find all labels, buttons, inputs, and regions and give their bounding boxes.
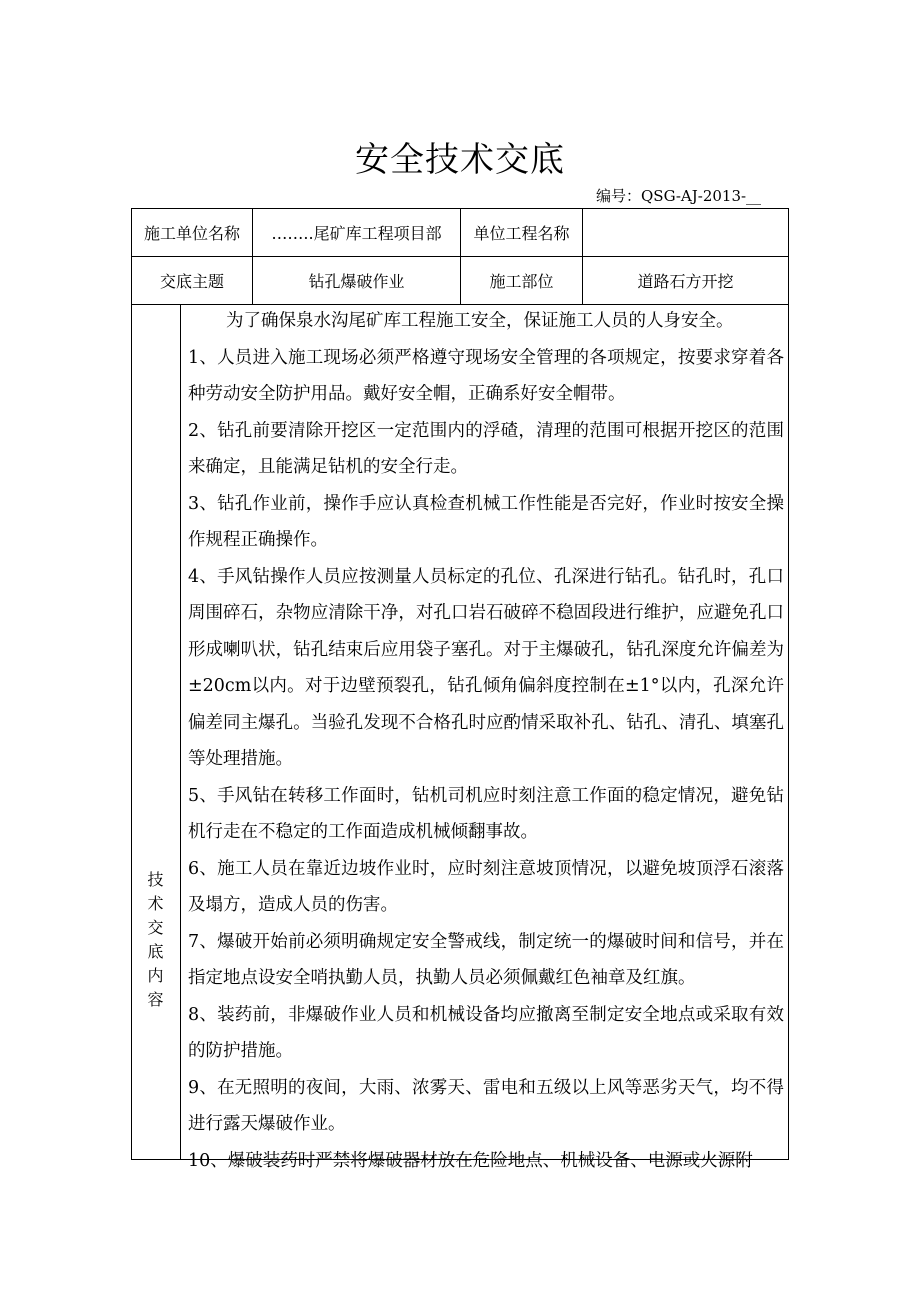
construction-unit-label: 施工单位名称 bbox=[143, 224, 240, 243]
list-item: 5、手风钻在转移工作面时，钻机司机应时刻注意工作面的稳定情况，避免钻机行走在不稳定的工作面造成机械倾翻事故。 bbox=[188, 785, 784, 842]
disclosure-content bbox=[188, 303, 784, 1171]
col-divider-content bbox=[180, 304, 181, 1160]
side-char: 交 bbox=[147, 918, 164, 937]
side-char: 内 bbox=[147, 966, 164, 985]
side-char: 容 bbox=[147, 990, 164, 1009]
disclosure-topic-label: 交底主题 bbox=[159, 272, 224, 291]
construction-location-label: 施工部位 bbox=[489, 272, 554, 291]
side-char: 底 bbox=[147, 942, 164, 961]
table-border-left bbox=[131, 208, 132, 1160]
document-number: 编号：QSG-AJ-2013-__ bbox=[596, 187, 762, 205]
list-item: 4、手风钻操作人员应按测量人员标定的孔位、孔深进行钻孔。钻孔时，孔口周围碎石，杂物应清除干净，对孔口岩石破碎不稳固段进行维护，应避免孔口形成喇叭状，钻孔结束后应用袋子塞孔。对于主爆破孔，钻孔深度允许偏差为±20cm以内。对于边壁预裂孔，钻孔倾角偏斜度控制在±1°以内，孔深允许偏差同主爆孔。当验孔发现不合格孔时应酌情采取补孔、钻孔、清孔、填塞孔等处理措施。 bbox=[188, 566, 784, 769]
table-border-right bbox=[788, 208, 789, 1160]
list-item: 1、人员进入施工现场必须严格遵守现场安全管理的各项规定，按要求穿着各种劳动安全防护用品。戴好安全帽，正确系好安全帽带。 bbox=[188, 347, 784, 404]
disclosure-table bbox=[131, 208, 789, 1171]
list-item: 7、爆破开始前必须明确规定安全警戒线，制定统一的爆破时间和信号，并在指定地点设安全哨执勤人员，执勤人员必须佩戴红色袖章及红旗。 bbox=[188, 931, 784, 988]
side-char: 技 bbox=[147, 870, 164, 889]
disclosure-topic-value: 钻孔爆破作业 bbox=[308, 272, 405, 291]
content-side-label bbox=[131, 868, 180, 1012]
list-item: 8、装药前，非爆破作业人员和机械设备均应撤离至制定安全地点或采取有效的防护措施。 bbox=[188, 1004, 784, 1061]
side-char: 术 bbox=[147, 894, 164, 913]
list-item: 9、在无照明的夜间，大雨、浓雾天、雷电和五级以上风等恶劣天气，均不得进行露天爆破作业。 bbox=[188, 1077, 784, 1134]
list-item: 3、钻孔作业前，操作手应认真检查机械工作性能是否完好，作业时按安全操作规程正确操作。 bbox=[188, 493, 784, 550]
unit-project-value bbox=[583, 209, 788, 256]
construction-location-value: 道路石方开挖 bbox=[637, 272, 734, 291]
list-item: 6、施工人员在靠近边坡作业时，应时刻注意坡顶情况，以避免坡顶浮石滚落及塌方，造成人员的伤害。 bbox=[188, 858, 784, 915]
construction-unit-value: ……..尾矿库工程项目部 bbox=[271, 224, 442, 243]
list-item: 2、钻孔前要清除开挖区一定范围内的浮碴，清理的范围可根据开挖区的范围来确定，且能满足钻机的安全行走。 bbox=[188, 420, 784, 477]
unit-project-label: 单位工程名称 bbox=[473, 224, 570, 243]
list-item: 10、爆破装药时严禁将爆破器材放在危险地点、机械设备、电源或火源附 bbox=[188, 1150, 753, 1171]
page-title: 安全技术交底 bbox=[355, 140, 565, 180]
intro-paragraph: 为了确保泉水沟尾矿库工程施工安全，保证施工人员的人身安全。 bbox=[226, 311, 734, 331]
